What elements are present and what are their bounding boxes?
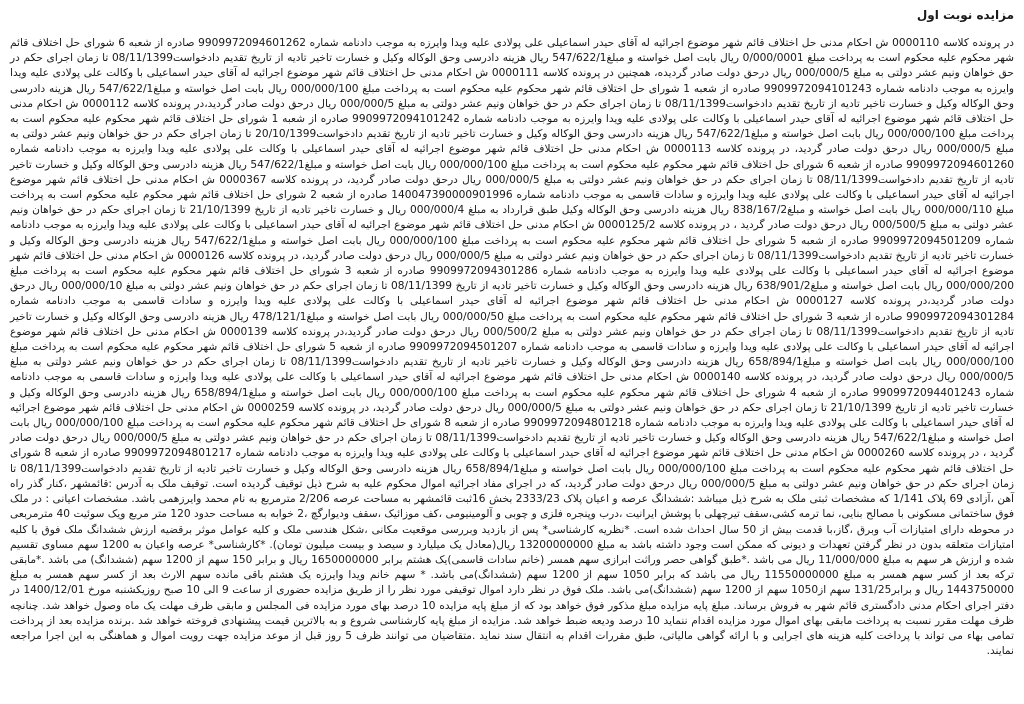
document-body: در پرونده کلاسه 0000110 ش احکام مدنی حل اختلاف قائم شهر موضوع اجرائیه له آقای حیدر اسماعیلی علی پولادی علیه ویدا وایرزه به موجب دادنامه شماره 9909972094601262 صادره از شعبه 6 شورای حل اختلاف قائم شهر محکوم علیه محکوم است به پرداخت مبلغ 0/000/0001 ریال بابت اصل خواسته و مبلغ547/622/1 ریال هزینه دادرسی وحق الوکاله وکیل و خسارت تاخیر تادیه از تاریخ تقدیم دادخواست08/11/1399 تا زمان اجرای حکم در حق خواهان ونیم عشر دولتی به مبلغ 000/000/5 ریال درحق دولت صادر گردیده، همچنین در پرونده کلاسه 0000111 ش احکام مدنی حل اختلاف قائم شهر موضوع اجرائیه له آقای حیدر اسماعیلی با وکالت علی پولادی علیه ویدا وایرزه به موجب دادنامه شماره 9909972094101243 صادره از شعبه 1 شورای حل اختلاف قائم شهر محکوم علیه محکوم است به پرداخت مبلغ 000/000/100 ریال بابت اصل خواسته و مبلغ547/622/1 ریال هزینه دادرسی وحق الوکاله وکیل و خسارت تاخیر تادیه از تاریخ تقدیم دادخواست08/11/1399 تا زمان اجرای حکم در حق خواهان ونیم عشر دولتی به مبلغ 000/000/5 ریال درحق دولت صادر گردید،در پرونده کلاسه 0000112 ش احکام مدنی حل اختلاف قائم شهر موضوع اجرائیه له آقای حیدر اسماعیلی با وکالت علی پولادی علیه ویدا وایرزه به موجب دادنامه شماره 9909972094101242 صادره از شعبه 1 شورای حل اختلاف قائم شهر محکوم علیه محکوم است به پرداخت مبلغ 000/000/100 ریال بابت اصل خواسته و مبلغ547/622/1 ریال هزینه دادرسی وحق الوکاله وکیل و خسارت تاخیر تادیه از تاریخ تقدیم دادخواست20/10/1399 تا زمان اجرای حکم در حق خواهان ونیم عشر دولتی به مبلغ 000/000/5 ریال درحق دولت صادر گردید، در پرونده کلاسه 0000113 ش احکام مدنی حل اختلاف قائم شهر موضوع اجرائیه له آقای حیدر اسماعیلی با وکالت علی پولادی علیه ویدا وایرزه به موجب دادنامه شماره 9909972094601260 صادره از شعبه 6 شورای حل اختلاف قائم شهر محکوم علیه محکوم است به پرداخت مبلغ 000/000/100 ریال بابت اصل خواسته و مبلغ547/622/1 ریال هزینه دادرسی وحق الوکاله وکیل و خسارت تاخیر تادیه از تاریخ تقدیم دادخواست08/11/1399 تا زمان اجرای حکم در حق خواهان ونیم عشر دولتی به مبلغ 000/000/5 ریال درحق دولت صادر گردید، در پرونده کلاسه 0000367 ش احکام مدنی حل اختلاف قائم شهر موضوع اجرائیه له آقای حیدر اسماعیلی با وکالت علی پولادی علیه ویدا وایرزه و سادات قاسمی به موجب دادنامه شماره 140047390000901996 صادره از شعبه 2 شورای حل اختلاف قائم شهر محکوم علیه محکوم است به پرداخت مبلغ 000/000/110 ریال بابت اصل خواسته و مبلغ838/167/2 ریال هزینه دادرسی وحق الوکاله وکیل طبق قرارداد به مبلغ 000/000/4 ریال و خسارت تاخیر تادیه از تاریخ 21/10/1399 تا زمان اجرای حکم در حق خواهان ونیم عشر دولتی به مبلغ 000/500/5 ریال درحق دولت صادر گردید ، در پرونده کلاسه 0000125/2 ش احکام مدنی حل اختلاف قائم شهر موضوع اجرائیه له آقای حیدر اسماعیلی با وکالت علی پولادی علیه ویدا وایرزه به موجب دادنامه شماره 9909972094501209 صادره از شعبه 5 شورای حل اختلاف قائم شهر محکوم علیه محکوم است به پرداخت مبلغ 000/000/100 ریال بابت اصل خواسته و مبلغ547/622/1 ریال هزینه دادرسی وحق الوکاله وکیل و خسارت تاخیر تادیه از تاریخ تقدیم دادخواست08/11/1399 تا زمان اجرای حکم در حق خواهان ونیم عشر دولتی به مبلغ 000/000/5 ریال درحق دولت صادر گردید، در پرونده کلاسه 0000126 ش احکام مدنی حل اختلاف قائم شهر موضوع اجرائیه له آقای حیدر اسماعیلی با وکالت علی پولادی علیه ویدا وایرزه به موجب دادنامه شماره 9909972094301286 صادره از شعبه 3 شورای حل اختلاف قائم شهر محکوم علیه محکوم است به پرداخت مبلغ 000/000/200 ریال بابت اصل خواسته و مبلغ638/901/2 ریال هزینه دادرسی وحق الوکاله وکیل و خسارت تاخیر تادیه از تاریخ 08/11/1399 تا زمان اجرای حکم در حق خواهان ونیم عشر دولتی به مبلغ 000/000/10 ریال درحق دولت صادر گردید،در پرونده کلاسه 0000127 ش احکام مدنی حل اختلاف قائم شهر موضوع اجرائیه له آقای حیدر اسماعیلی با وکالت علی پولادی علیه ویدا وایرزه و سادات قاسمی به موجب دادنامه شماره 9909972094301284 صادره از شعبه 3 شورای حل اختلاف قائم شهر محکوم علیه محکوم است به پرداخت مبلغ 000/000/50 ریال بابت اصل خواسته و مبلغ478/121/1 ریال هزینه دادرسی وحق الوکاله وکیل و خسارت تاخیر تادیه از تاریخ تقدیم دادخواست08/11/1399 تا زمان اجرای حکم در حق خواهان ونیم عشر دولتی به مبلغ 000/500/2 ریال درحق دولت صادر گردید،در پرونده کلاسه 0000139 ش احکام مدنی حل اختلاف قائم شهر موضوع اجرائیه له آقای حیدر اسماعیلی با وکالت علی پولادی علیه ویدا وایرزه و سادات قاسمی به موجب دادنامه شماره 9909972094501207 صادره از شعبه 5 شورای حل اختلاف قائم شهر محکوم علیه محکوم است به پرداخت مبلغ 000/000/100 ریال بابت اصل خواسته و مبلغ658/894/1 ریال هزینه دادرسی وحق الوکاله وکیل و خسارت تاخیر تادیه از تاریخ تقدیم دادخواست08/11/1399 تا زمان اجرای حکم در حق خواهان ونیم عشر دولتی به مبلغ 000/000/5 ریال درحق دولت صادر گردید، در پرونده کلاسه 0000140 ش احکام مدنی حل اختلاف قائم شهر موضوع اجرائیه له آقای حیدر اسماعیلی با وکالت علی پولادی علیه ویدا وایرزه و سادات قاسمی به موجب دادنامه شماره 9909972094401243 صادره از شعبه 4 شورای حل اختلاف قائم شهر محکوم علیه محکوم است به پرداخت مبلغ 000/000/100 ریال بابت اصل خواسته و مبلغ658/894/1 ریال هزینه دادرسی وحق الوکاله وکیل و خسارت تاخیر تادیه از تاریخ 21/10/1399 تا زمان اجرای حکم در حق خواهان ونیم عشر دولتی به مبلغ 000/000/5 ریال درحق دولت صادر گردید، در پرونده کلاسه 0000259 ش احکام مدنی حل اختلاف قائم شهر موضوع اجرائیه له آقای حیدر اسماعیلی با وکالت علی پولادی علیه ویدا وایرزه به موجب دادنامه شماره 9909972094801218 صادره از شعبه 8 شورای حل اختلاف قائم شهر محکوم علیه محکوم است به پرداخت مبلغ 000/000/100 ریال بابت اصل خواسته و مبلغ547/622/1 ریال هزینه دادرسی وحق الوکاله وکیل و خسارت تاخیر تادیه از تاریخ تقدیم دادخواست08/11/1399 تا زمان اجرای حکم در حق خواهان ونیم عشر دولتی به مبلغ 000/000/5 ریال درحق دولت صادر گردید ، در پرونده کلاسه 0000260 ش احکام مدنی حل اختلاف قائم شهر موضوع اجرائیه له آقای حیدر اسماعیلی با وکالت علی پولادی علیه ویدا وایرزه به موجب دادنامه شماره 9909972094801217 صادره از شعبه 8 شورای حل اختلاف قائم شهر محکوم علیه محکوم است به پرداخت مبلغ 000/000/100 ریال بابت اصل خواسته و مبلغ658/894/1 ریال هزینه دادرسی وحق الوکاله وکیل و خسارت تاخیر تادیه از تاریخ تقدیم دادخواست08/11/1399 تا زمان اجرای حکم در حق خواهان ونیم عشر دولتی به مبلغ 000/000/5 ریال درحق دولت صادر گردید، که در اجرای مفاد اجرائیه اموال محکوم علیه به شرح ذیل توقیف گردیده است. توقیف ملک به آدرس :قائمشهر ،کنار گذر راه آهن ،آزادی 69 پلاک 1/141 که مشخصات ثبتی ملک به شرح ذیل میباشد :ششدانگ عرصه و اعیان پلاک 2333/23 بخش 16ثبت قائمشهر به مساحت عرصه 2/206 مترمربع به نام محمد وایرزهمی باشد. مشخصات اعیانی : در ملک فوق ساختمانی مسکونی با مصالح بنایی، نما ترمه کشی،سقف تیرچهلی با پوشش ایرانیت ،درب وپنجره فلزی و چوبی و آلومینیومی ،کف موزائیک ،سقف ودیوارگچ ،2 خوابه به مساحت حدود 120 متر مربع ویک سوئیت 40 مترمربعی در محوطه دارای امتیازات آب وبرق ،گاز،با قدمت بیش از 50 سال احداث شده است. *نظریه کارشناسی* پس از بازدید وبررسی موقعیت مکانی ،شکل هندسی ملک و کلیه عوامل موثر برقضیه ارزش ششدانگ ملک فوق با کلیه امتیازات متعلقه بدون در نظر گرفتن تعهدات و دیونی که ممکن است وجود داشته باشد به مبلغ 13200000000 ریال(معادل یک میلیارد و سیصد و بیست میلیون تومان). *کارشناسی* عرصه واعیان به 1200 سهم مساوی تقسیم شده و ارزش هر سهم به مبلغ 11/000/000 ریال می باشد .*طبق گواهی حصر وراثت ابرازی سهم همسر (خانم سادات قاسمی)یک هشتم برابر 1650000000 ریال و برابر 150 سهم از 1200 سهم (ششدانگ) می باشد .*مابقی ترکه بعد از کسر سهم همسر به مبلغ 11550000000 ریال می باشد که برابر 1050 سهم از 1200 سهم (ششدانگ)می باشد. * سهم خانم ویدا وایرزه یک هشتم باقی مانده سهم الارث بعد از کسر سهم همسر به مبلغ 1443750000 ریال و برابر131/25 سهم از1050 سهم از 1200 سهم (ششدانگ)می باشد. ملک فوق در نظر دارد اموال توقیفی مورد نظر را از طریق مزایده حضوری از ساعت 9 الی 10 صبح روزیکشنبه مورخ 1400/12/01 در دفتر اجرای احکام مدنی دادگستری قائم شهر به فروش برساند. مبلغ پایه مزایده مبلغ مذکور فوق خواهد بود که از مبلغ پایه مزایده 10 درصد بهای مورد مزایده فی المجلس و مابقی ظرف مهلت یک ماه وصول خواهد شد. چنانچه ظرف مهلت مقرر نسبت به پرداخت مابقی بهای اموال مورد مزایده اقدام ننماید 10 درصد ودیعه ضبط خواهد شد. مزایده از مبلغ پایه کارشناسی شروع و به بالاترین قیمت پیشنهادی فروخته خواهد شد .برنده مزایده بعد از پرداخت تمامی بهاء می تواند با پرداخت کلیه هزینه های اجرایی و با ارائه گواهی مالیاتی، طبق مقررات اقدام به انتقال سند نماید .متقاضیان می توانند ظرف 5 روز قبل از موعد مزایده جهت رویت اموال و هماهنگی به این اجرا مراجعه نمایند. <box>10 37 1015 658</box>
auction-notice-document <box>10 8 1014 698</box>
document-title: مزایده نوبت اول <box>916 8 1014 22</box>
